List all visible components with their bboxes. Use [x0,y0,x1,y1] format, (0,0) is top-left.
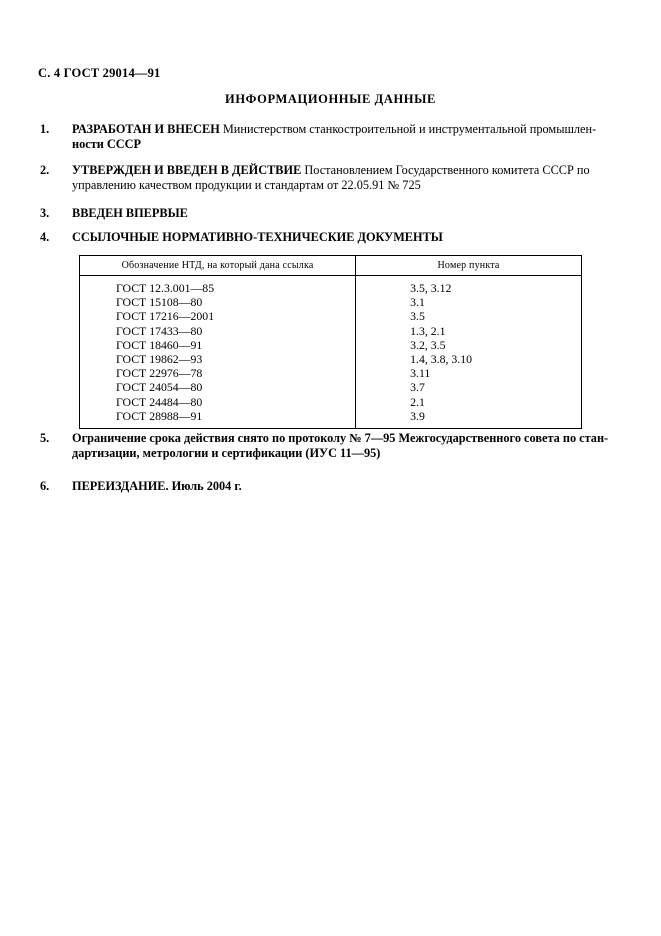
table-cell-document-text: ГОСТ 24484—80 [116,394,203,409]
table-cell-item-text: 1.3, 2.1 [410,323,446,338]
table-header-document: Обозначение НТД, на который дана ссылка [80,256,356,276]
table-row [80,395,582,409]
spacer-cell-right [356,423,582,429]
clause-1-lead: РАЗРАБОТАН И ВНЕСЕН [72,122,220,136]
clause-2-rest: Постановлением Государственного комитета СССР по [301,163,590,177]
clause-4-lead: ССЫЛОЧНЫЕ НОРМАТИВНО-ТЕХНИЧЕСКИЕ ДОКУМЕНТЫ [72,230,443,244]
table-cell-item-text: 3.5, 3.12 [410,281,452,295]
table-row [80,338,582,352]
table-row [80,295,582,309]
clause-1-rest: Министерством станкостроительной и инструментальной промышлен- [219,122,597,136]
clause-6 [40,479,620,494]
table-cell-document-text: ГОСТ 12.3.001—85 [116,281,215,295]
table-cell-item [356,366,582,380]
clause-3-lead: ВВЕДЕН ВПЕРВЫЕ [72,206,188,220]
table-cell-item-text: 3.5 [410,309,425,324]
table-row [80,366,582,380]
reference-documents-table [79,255,582,429]
clause-5-line1: Ограничение срока действия снято по протоколу № 7—95 Межгосударственного совета по стан- [72,431,609,445]
table-cell-document [80,281,356,295]
table-cell-document-text: ГОСТ 17216—2001 [116,309,215,324]
table-cell-document [80,395,356,409]
table-cell-document [80,295,356,309]
clause-1 [40,122,620,151]
clause-3 [40,206,620,221]
clause-2-line1 [72,163,620,178]
table-row [80,324,582,338]
table-row [80,409,582,423]
clause-2-line2: управлению качеством продукции и стандартам от 22.05.91 № 725 [72,177,421,192]
table-cell-item-text: 3.9 [410,408,425,423]
table-cell-item [356,409,582,423]
table-cell-document-text: ГОСТ 28988—91 [116,408,203,423]
clause-5-number: 5. [40,431,50,445]
table-cell-item [356,352,582,366]
table-cell-item-text: 2.1 [410,394,425,409]
table-cell-document-text: ГОСТ 24054—80 [116,380,203,395]
table-cell-item [356,324,582,338]
table-cell-item [356,309,582,323]
spacer-cell-left [80,423,356,429]
table-cell-item-text: 1.4, 3.8, 3.10 [410,352,473,367]
table-header-item: Номер пункта [356,256,582,276]
table-cell-item [356,295,582,309]
table-cell-document-text: ГОСТ 18460—91 [116,337,203,352]
table-spacer-row [80,423,582,429]
clause-1-line1 [72,122,620,137]
table-cell-document-text: ГОСТ 17433—80 [116,323,203,338]
table-cell-document [80,352,356,366]
clause-4 [40,230,620,245]
clause-3-number: 3. [40,206,50,220]
table-cell-document [80,366,356,380]
page-header: С. 4 ГОСТ 29014—91 [38,66,161,80]
table-cell-document-text: ГОСТ 22976—78 [116,366,203,381]
table-cell-item-text: 3.7 [410,380,425,395]
table-cell-document [80,380,356,394]
table-row [80,309,582,323]
clause-1-line2: ности СССР [72,136,142,151]
table-row [80,352,582,366]
table-cell-item [356,395,582,409]
clause-5-line2: дартизации, метрологии и сертификации (ИУС 11—95) [72,445,381,460]
table-row [80,281,582,295]
table-header-row [80,256,582,276]
clause-1-number: 1. [40,122,50,136]
table-cell-document [80,409,356,423]
table-cell-item-text: 3.1 [410,295,425,310]
clause-5 [40,431,620,460]
table-cell-document [80,309,356,323]
table-cell-item-text: 3.11 [410,366,431,381]
clause-6-lead: ПЕРЕИЗДАНИЕ. Июль 2004 г. [72,479,242,493]
clause-4-number: 4. [40,230,50,244]
table-cell-item [356,338,582,352]
table-cell-item [356,281,582,295]
clause-2-number: 2. [40,163,50,177]
table-cell-document-text: ГОСТ 15108—80 [116,295,203,310]
table-row [80,380,582,394]
page-title: ИНФОРМАЦИОННЫЕ ДАННЫЕ [225,92,436,106]
table-cell-item [356,380,582,394]
clause-2 [40,163,620,192]
table-cell-document-text: ГОСТ 19862—93 [116,352,203,367]
table-cell-document [80,338,356,352]
table-cell-document [80,324,356,338]
table-cell-item-text: 3.2, 3.5 [410,337,446,352]
clause-2-lead: УТВЕРЖДЕН И ВВЕДЕН В ДЕЙСТВИЕ [72,163,302,177]
clause-6-number: 6. [40,479,50,493]
